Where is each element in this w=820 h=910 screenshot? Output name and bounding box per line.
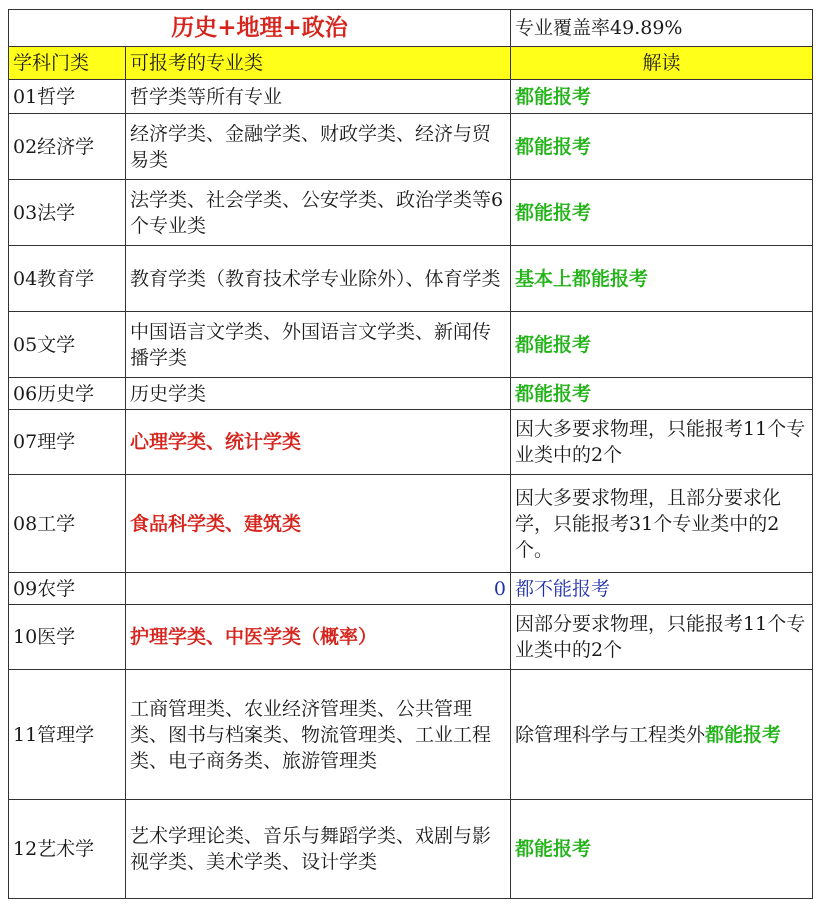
majors-cell: 食品科学类、建筑类 [126,475,511,573]
discipline-cell: 02经济学 [9,114,126,180]
table-row [9,605,813,670]
interpretation-cell: 都能报考 [511,180,813,246]
table-row [9,80,813,114]
discipline-cell: 07理学 [9,410,126,475]
table-row [9,475,813,573]
discipline-cell: 05文学 [9,312,126,378]
table-row [9,410,813,475]
table-row [9,246,813,312]
discipline-cell: 04教育学 [9,246,126,312]
interpretation-cell: 都能报考 [511,800,813,899]
interpretation-cell: 都能报考 [511,80,813,114]
interpretation-cell [511,670,813,800]
table-title: 历史+地理+政治 [9,10,511,47]
interpretation-cell: 都能报考 [511,378,813,410]
majors-cell: 艺术学理论类、音乐与舞蹈学类、戏剧与影视学类、美术学类、设计学类 [126,800,511,899]
header-majors: 可报考的专业类 [126,47,511,80]
majors-cell: 护理学类、中医学类（概率） [126,605,511,670]
majors-cell: 法学类、社会学类、公安学类、政治学类等6个专业类 [126,180,511,246]
header-discipline: 学科门类 [9,47,126,80]
discipline-cell: 09农学 [9,573,126,605]
majors-cell: 哲学类等所有专业 [126,80,511,114]
discipline-cell: 12艺术学 [9,800,126,899]
majors-cell: 中国语言文学类、外国语言文学类、新闻传播学类 [126,312,511,378]
majors-cell: 经济学类、金融学类、财政学类、经济与贸易类 [126,114,511,180]
interpretation-highlight: 都能报考 [705,723,782,746]
interpretation-cell: 因大多要求物理，只能报考11个专业类中的2个 [511,410,813,475]
header-row [9,47,813,80]
interpretation-cell: 因大多要求物理，且部分要求化学，只能报考31个专业类中的2个。 [511,475,813,573]
discipline-cell: 08工学 [9,475,126,573]
table-row [9,180,813,246]
title-row [9,10,813,47]
admission-table [8,9,813,899]
interpretation-cell: 都能报考 [511,312,813,378]
discipline-cell: 10医学 [9,605,126,670]
discipline-cell: 11管理学 [9,670,126,800]
majors-cell: 历史学类 [126,378,511,410]
majors-cell: 工商管理类、农业经济管理类、公共管理类、图书与档案类、物流管理类、工业工程类、电子商务类、旅游管理类 [126,670,511,800]
discipline-cell: 06历史学 [9,378,126,410]
header-interpretation: 解读 [511,47,813,80]
table-row [9,114,813,180]
table-row [9,573,813,605]
interpretation-cell: 都能报考 [511,114,813,180]
majors-cell: 心理学类、统计学类 [126,410,511,475]
coverage-rate: 专业覆盖率49.89% [511,10,813,47]
interpretation-cell: 基本上都能报考 [511,246,813,312]
discipline-cell: 03法学 [9,180,126,246]
majors-cell: 0 [126,573,511,605]
table-row [9,312,813,378]
table-row [9,670,813,800]
interpretation-cell: 都不能报考 [511,573,813,605]
interpretation-cell: 因部分要求物理，只能报考11个专业类中的2个 [511,605,813,670]
table-row [9,800,813,899]
interpretation-text: 除管理科学与工程类外 [515,723,706,746]
table-row [9,378,813,410]
majors-cell: 教育学类（教育技术学专业除外）、体育学类 [126,246,511,312]
discipline-cell: 01哲学 [9,80,126,114]
